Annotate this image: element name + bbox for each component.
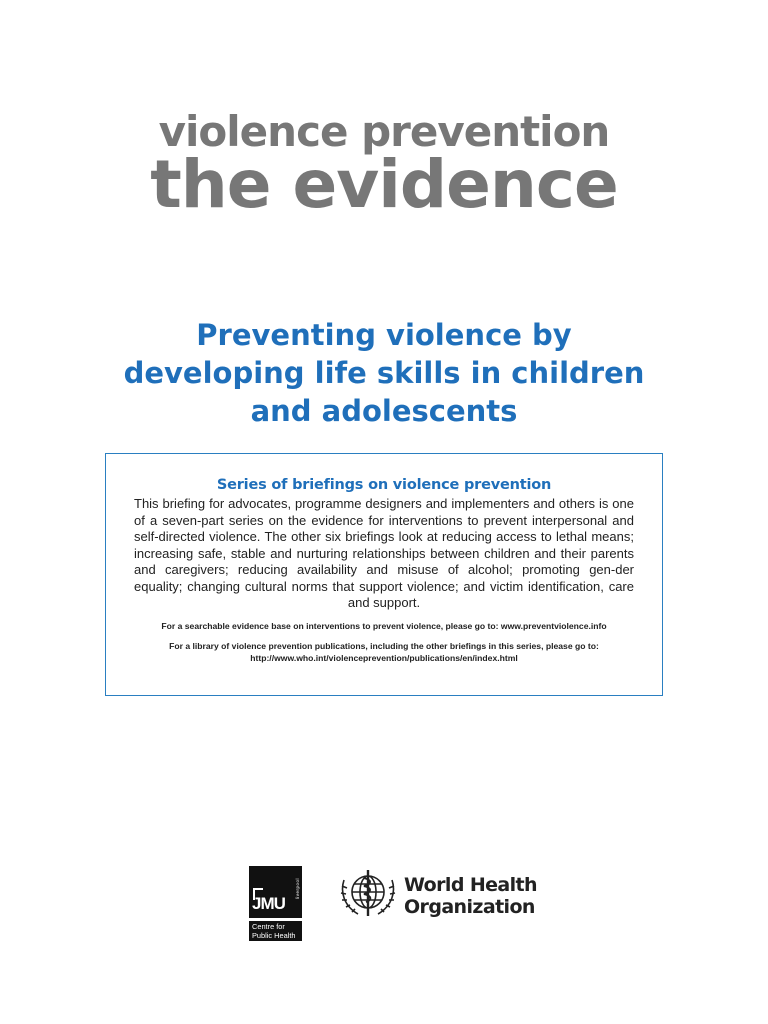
series-heading: Series of briefings on violence prevention: [216, 477, 552, 493]
publications-library-text: [134, 640, 634, 664]
masthead: [0, 107, 768, 223]
ljmu-wordmark: JMU: [252, 894, 285, 913]
who-name-line-2: Organization: [404, 896, 535, 918]
title-line-3: and adolescents: [250, 394, 518, 428]
ljmu-caption-line-1: Centre for: [252, 922, 285, 931]
ljmu-mark: [249, 866, 302, 918]
title-line-1: Preventing violence by: [196, 318, 572, 352]
title-line-2: developing life skills in children: [123, 356, 645, 390]
document-title: [80, 316, 688, 430]
ljmu-caption-line-2: Public Health: [252, 931, 296, 940]
publications-library-url[interactable]: http://www.who.int/violenceprevention/publications/en/index.html: [250, 652, 518, 663]
footer-logos: [0, 866, 768, 946]
series-description: This briefing for advocates, programme designers and implementers and others is one of a seven-part series on the evidence for interventions to prevent interpersonal and self-directed violence. The other six briefings look at reducing access to lethal means; increasing safe, stable and nurturing relationships between children and their parents and caregivers; reducing availability and misuse of alcohol; promoting gen-der equality; changing cultural norms that support violence; and victim identification, care and support.: [134, 496, 634, 610]
publications-library-line: For a library of violence prevention publications, including the other briefings in this series, please go to:: [169, 640, 599, 651]
ljmu-logo: [249, 866, 302, 941]
who-name-line-1: World Health: [404, 874, 537, 896]
series-info-box: [105, 453, 663, 696]
ljmu-caption: [249, 921, 302, 941]
ljmu-side-text: liverpool: [295, 878, 300, 900]
masthead-line-1: violence prevention: [158, 107, 610, 156]
who-wordmark: [404, 874, 537, 918]
evidence-base-link-text[interactable]: For a searchable evidence base on interventions to prevent violence, please go to: www.preventviolence.info: [161, 620, 607, 631]
who-emblem-icon: [336, 866, 400, 922]
masthead-line-2: the evidence: [150, 146, 618, 223]
